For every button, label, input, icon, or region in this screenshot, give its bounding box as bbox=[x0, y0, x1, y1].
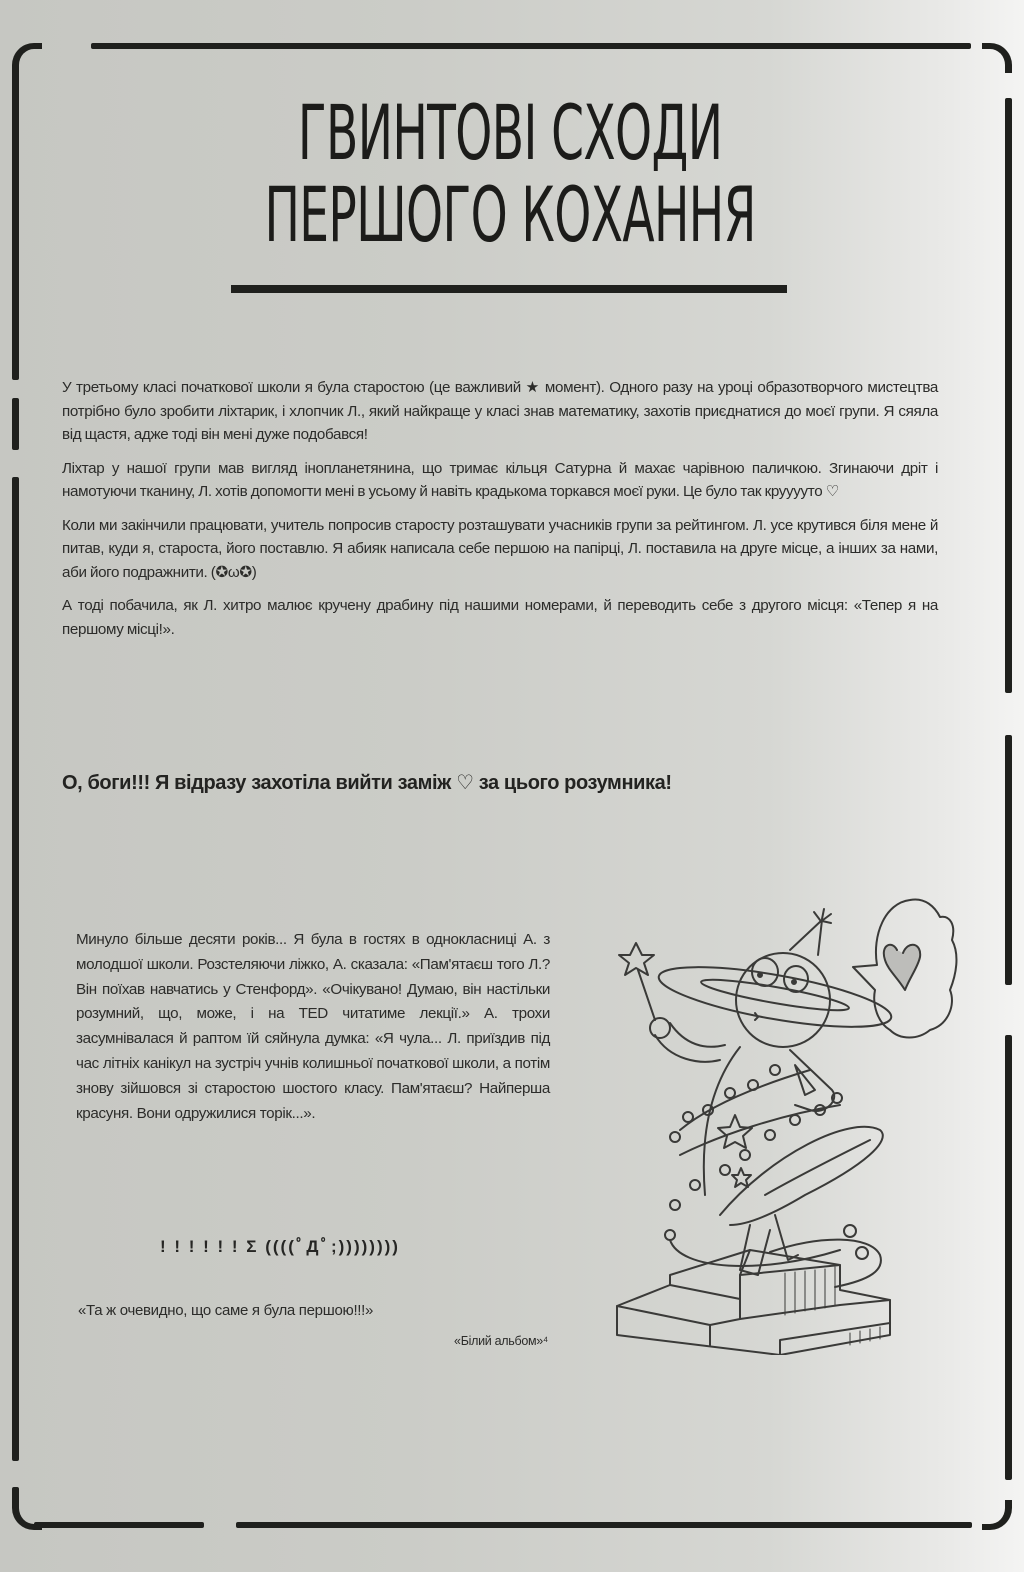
exclamation-heading: О, боги!!! Я відразу захотіла вийти заміж ♡ за цього розумника! bbox=[62, 772, 672, 794]
star-wand-icon bbox=[619, 943, 725, 1062]
paragraph-1: У третьому класі початкової школи я була старостою (це важливий ★ момент). Одного разу на уроці образотворчого мистецтва потрібно було зробити ліхтарик, і хлопчик Л., який найкраще у класі знав математику, захотів приєднатися до моєї групи. Я сяяла від щастя, адже тоді він мені дуже подобався! bbox=[62, 379, 938, 443]
story-paragraph: Минуло більше десяти років... Я була в гостях в однокласниці А. з молодшої школи. Розстеляючи ліжко, А. сказала: «Пам'ятаєш того Л.? Він поїхав навчатись у Стенфорд». «Очікувано! Думаю, він настільки розумний, що, може, і на TED читатиме лекції.» А. трохи засумнівалася й раптом їй сяйнула думка: «Я чула... Л. приїздив під час літніх канікул на зустріч учнів колишньої початкової школи, а потім знову зійшовся зі старостою шостого класу. Пам'ятаєш? Найперша красуня. Вони одружилися торік...». bbox=[76, 931, 550, 1122]
paragraph-2: Ліхтар у нашої групи мав вигляд інопланетянина, що тримає кільця Сатурна й махає чарівною паличкою. Згинаючи дріт і намотуючи тканину, Л. хотів допомогти мені в усьому й навіть крадькома торкався моєї руки. Це було так крууууто ♡ bbox=[62, 459, 938, 500]
frame-corner-top-right bbox=[982, 43, 1012, 73]
article-body bbox=[62, 376, 938, 651]
story-text bbox=[76, 928, 550, 1126]
title-line-1: ГВИНТОВІ СХОДИ bbox=[297, 88, 723, 177]
alien-head-icon bbox=[736, 953, 830, 1047]
paragraph-3: Коли ми закінчили працювати, учитель попросив старосту розташувати учасників групи за рейтингом. Л. усе крутився біля мене й питав, куди я, староста, його поставлю. Я абияк написала себе першою на папірці, Л. поставила на друге місце, а інших за нами, аби його подражнити. (✪ω✪) bbox=[62, 516, 938, 581]
paragraph-4: А тоді побачила, як Л. хитро малює кручену драбину під нашими номерами, й переводить себе з другого місця: «Тепер я на першому місці!». bbox=[62, 597, 938, 638]
quote-source: «Білий альбом»⁴ bbox=[454, 1334, 548, 1348]
frame-right-line-1 bbox=[1005, 98, 1012, 693]
frame-left-line-1 bbox=[12, 70, 19, 380]
bead-garland-icon bbox=[665, 1065, 842, 1266]
frame-right-line-2 bbox=[1005, 735, 1012, 985]
frame-top-line bbox=[91, 43, 971, 49]
frame-corner-bottom-right bbox=[982, 1500, 1012, 1530]
alien-podium-illustration bbox=[600, 895, 980, 1355]
title-line-2: ПЕРШОГО КОХАННЯ bbox=[264, 170, 756, 259]
frame-left-line-4 bbox=[12, 1487, 19, 1503]
frame-left-line-2 bbox=[12, 398, 19, 450]
frame-bottom-line-left bbox=[34, 1522, 204, 1528]
heart-speech-bubble-icon bbox=[853, 899, 956, 1037]
frame-right-line-3 bbox=[1005, 1035, 1012, 1480]
shocked-emoticon: ! ! ! ! ! ! Σ ((((ﾟДﾟ;)))))))) bbox=[160, 1237, 400, 1256]
frame-corner-top-left bbox=[12, 43, 42, 73]
closing-quote: «Та ж очевидно, що саме я була першою!!!» bbox=[78, 1302, 374, 1319]
title-underline bbox=[231, 285, 787, 293]
frame-left-line-3 bbox=[12, 477, 19, 1461]
frame-bottom-line-right bbox=[236, 1522, 972, 1528]
party-hat-icon bbox=[790, 909, 831, 955]
page-title bbox=[193, 88, 828, 259]
